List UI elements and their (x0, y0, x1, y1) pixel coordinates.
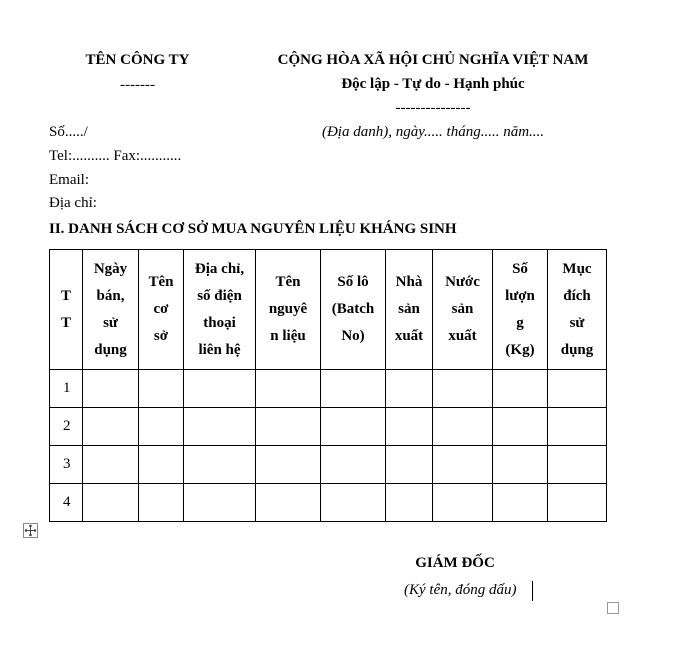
table-cell[interactable] (493, 370, 548, 408)
column-header-line: bán, (96, 287, 125, 304)
column-header-line: sở (153, 328, 169, 344)
column-header-line: xuất (448, 328, 477, 344)
column-header-line: Ngày (93, 260, 128, 277)
table-row (50, 408, 607, 446)
company-name: TÊN CÔNG TY (85, 52, 190, 68)
table-cell[interactable] (493, 446, 548, 484)
table-cell[interactable] (433, 446, 493, 484)
table-row (50, 370, 607, 408)
table-cell[interactable] (548, 408, 607, 446)
table-cell[interactable] (548, 370, 607, 408)
column-header (321, 250, 386, 370)
signature-note: (Ký tên, đóng dấu) (404, 582, 517, 598)
table-cell[interactable] (256, 484, 321, 522)
column-header-line: Địa chỉ, (194, 260, 245, 277)
email-line: Email: (49, 172, 89, 188)
column-header-line: g (516, 314, 524, 331)
table-cell[interactable] (256, 446, 321, 484)
column-header (83, 250, 139, 370)
table-cell[interactable] (83, 484, 139, 522)
table-cell[interactable] (548, 446, 607, 484)
tel-fax: Tel:.......... Fax:........... (49, 148, 182, 164)
table-cell[interactable] (321, 484, 386, 522)
column-header-line: số điện (197, 287, 242, 304)
column-header-line: Số (512, 260, 528, 277)
column-header-line: (Batch (331, 301, 375, 317)
table-cell[interactable] (548, 484, 607, 522)
place-date: (Địa danh), ngày..... tháng..... năm.... (321, 124, 545, 140)
table-header-row (50, 250, 607, 370)
column-header (50, 250, 83, 370)
column-header (139, 250, 184, 370)
column-header (386, 250, 433, 370)
column-header-line: Nước (445, 274, 480, 290)
table-cell[interactable] (184, 370, 256, 408)
table-cell[interactable] (139, 484, 184, 522)
table-cell[interactable] (139, 446, 184, 484)
row-number-cell[interactable]: 1 (50, 370, 83, 408)
column-header-line: dụng (94, 341, 127, 358)
table-move-handle-icon[interactable] (23, 523, 38, 538)
column-header-line: dụng (560, 341, 594, 358)
address-line: Địa chỉ: (49, 195, 97, 211)
column-header-line: T (60, 314, 71, 331)
table-cell[interactable] (83, 446, 139, 484)
table-cell[interactable] (83, 370, 139, 408)
table-cell[interactable] (321, 446, 386, 484)
table-cell[interactable] (433, 484, 493, 522)
column-header (493, 250, 548, 370)
table-row (50, 484, 607, 522)
column-header-line: đích (563, 287, 591, 304)
column-header-line: sử (569, 314, 585, 331)
column-header-line: thoại (203, 314, 236, 331)
column-header-line: Tên (148, 274, 174, 290)
column-header-line: nguyê (268, 301, 308, 317)
buyer-list-table (49, 249, 607, 522)
table-cell[interactable] (386, 408, 433, 446)
table-cell[interactable] (256, 370, 321, 408)
table-cell[interactable] (139, 370, 184, 408)
row-number-cell[interactable]: 4 (50, 484, 83, 522)
table-cell[interactable] (184, 484, 256, 522)
column-header-line: Mục (562, 260, 592, 277)
column-header-line: xuất (394, 328, 424, 344)
column-header (184, 250, 256, 370)
column-header-line: sản (398, 301, 420, 317)
column-header-line: Nhà (395, 274, 423, 290)
column-header-line: No) (341, 328, 365, 344)
column-header-line: T (60, 287, 71, 304)
table-cell[interactable] (493, 408, 548, 446)
column-header (548, 250, 607, 370)
table-cell[interactable] (321, 408, 386, 446)
table-cell[interactable] (386, 370, 433, 408)
table-cell[interactable] (493, 484, 548, 522)
column-header (256, 250, 321, 370)
row-number-cell[interactable]: 3 (50, 446, 83, 484)
column-header-line: Số lô (337, 274, 369, 290)
column-header-line: liên hệ (198, 341, 241, 358)
table-cell[interactable] (139, 408, 184, 446)
company-rule: ------- (120, 77, 155, 93)
table-cell[interactable] (184, 446, 256, 484)
signature-title: GIÁM ĐỐC (415, 555, 495, 571)
table-cell[interactable] (386, 484, 433, 522)
table-cell[interactable] (386, 446, 433, 484)
document-number: Số...../ (49, 124, 88, 140)
section-title: II. DANH SÁCH CƠ SỞ MUA NGUYÊN LIỆU KHÁNG SINH (49, 221, 457, 237)
column-header-line: lượn (505, 287, 535, 304)
column-header (433, 250, 493, 370)
column-header-line: n liệu (270, 328, 306, 344)
table-row (50, 446, 607, 484)
column-header-line: Tên (275, 274, 301, 290)
table-cell[interactable] (321, 370, 386, 408)
motto-rule: --------------- (395, 100, 471, 116)
text-cursor (532, 581, 533, 601)
table-cell[interactable] (83, 408, 139, 446)
column-header-line: sử (103, 314, 118, 331)
table-cell[interactable] (433, 370, 493, 408)
row-number-cell[interactable]: 2 (50, 408, 83, 446)
table-cell[interactable] (433, 408, 493, 446)
nation-title: CỘNG HÒA XÃ HỘI CHỦ NGHĨA VIỆT NAM (277, 52, 589, 68)
motto: Độc lập - Tự do - Hạnh phúc (341, 76, 525, 92)
table-cell[interactable] (256, 408, 321, 446)
column-header-line: (Kg) (505, 341, 535, 358)
table-cell[interactable] (184, 408, 256, 446)
end-of-document-marker-icon (607, 602, 619, 614)
column-header-line: cơ (153, 301, 169, 317)
column-header-line: sản (451, 301, 474, 317)
